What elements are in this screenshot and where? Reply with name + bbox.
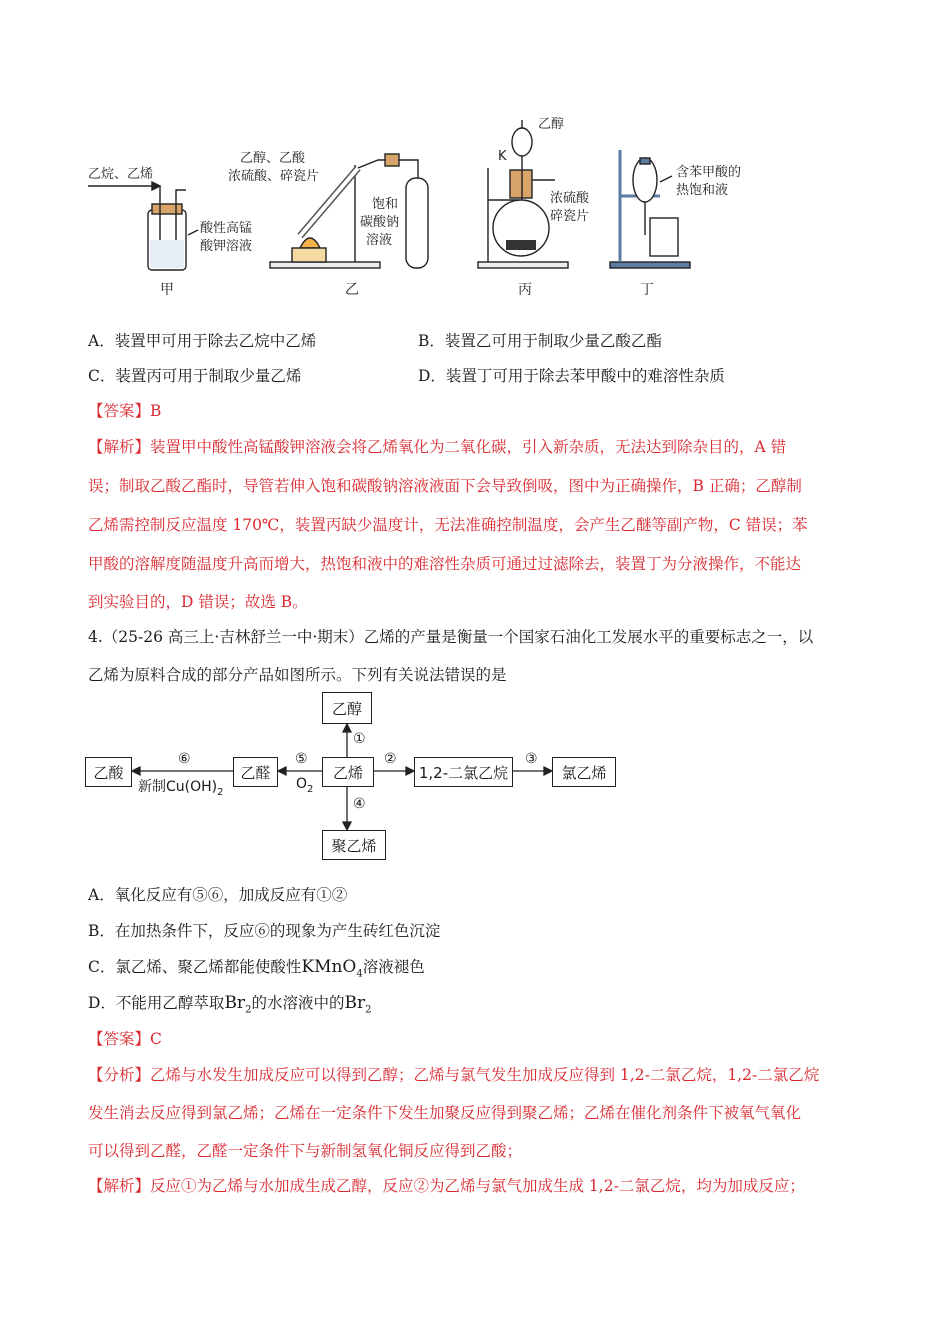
q3-option-a: A．装置甲可用于除去乙烷中乙烯 — [88, 332, 317, 350]
node-polyethylene: 聚乙烯 — [322, 830, 386, 860]
q4-stem-line: 4.（25-26 高三上·吉林舒兰一中·期末）乙烯的产量是衡量一个国家石油化工发展水平的重要标志之一，以 — [88, 628, 814, 646]
o2-text: O — [296, 776, 308, 792]
label-bing-top: 乙醇 — [538, 117, 565, 132]
node-ethanol: 乙醇 — [322, 692, 372, 724]
q4-option-b: B．在加热条件下，反应⑥的现象为产生砖红色沉淀 — [88, 922, 441, 940]
q3-analysis-line: 误；制取乙酸乙酯时，导管若伸入饱和碳酸钠溶液液面下会导致倒吸，图中为正确操作，B 正确；乙醇制 — [88, 477, 802, 495]
q4-option-d-mid: 的水溶液中的 — [251, 994, 345, 1012]
label-bing-reagent-1: 浓硫酸 — [550, 191, 590, 206]
q4-option-a: A．氧化反应有⑤⑥，加成反应有①② — [88, 886, 348, 904]
q3-analysis-line: 到实验目的，D 错误；故选 B。 — [88, 593, 308, 611]
q3-analysis-line: 【解析】装置甲中酸性高锰酸钾溶液会将乙烯氧化为二氧化碳，引入新杂质，无法达到除杂目的，A 错 — [88, 438, 787, 456]
label-bing-k: K — [498, 149, 507, 164]
caption-ding: 丁 — [640, 282, 654, 298]
reaction-label-4: ④ — [353, 796, 366, 812]
label-yi-tube-1: 饱和 — [372, 197, 399, 212]
q4-fenxi-line: 【分析】乙烯与水发生加成反应可以得到乙醇；乙烯与氯气发生加成反应得到 1,2-二氯乙烷，1,2-二氯乙烷 — [88, 1066, 820, 1084]
label-gas-in: 乙烷、乙烯 — [88, 167, 154, 182]
q3-answer: 【答案】B — [88, 402, 162, 420]
o2-subscript: 2 — [307, 783, 314, 795]
cuoh2-subscript: 2 — [217, 786, 224, 798]
node-ethylene: 乙烯 — [322, 757, 374, 787]
q4-stem-line: 乙烯为原料合成的部分产品如图所示。下列有关说法错误的是 — [88, 666, 507, 684]
caption-bing: 丙 — [518, 282, 532, 298]
label-jia-reagent-1: 酸性高锰 — [200, 221, 253, 236]
q4-fenxi-line: 发生消去反应得到氯乙烯；乙烯在一定条件下发生加聚反应得到聚乙烯；乙烯在催化剂条件下被氧气氧化 — [88, 1104, 802, 1122]
q4-jiexi-line: 【解析】反应①为乙烯与水加成生成乙醇，反应②为乙烯与氯气加成生成 1,2-二氯乙烷，均为加成反应； — [88, 1177, 805, 1195]
q4-option-d — [88, 993, 371, 1020]
q3-analysis-line: 乙烯需控制反应温度 170℃，装置丙缺少温度计，无法准确控制温度，会产生乙醚等副产物，C 错误；苯 — [88, 516, 808, 534]
reaction-label-3: ③ — [525, 751, 538, 767]
reaction-label-2: ② — [384, 751, 397, 767]
q4-option-c-post: 溶液褪色 — [362, 958, 425, 976]
node-vinyl-chloride: 氯乙烯 — [552, 757, 616, 787]
label-bing-reagent-2: 碎瓷片 — [550, 209, 590, 224]
reagent-o2 — [296, 776, 313, 795]
q4-option-c-pre: C．氯乙烯、聚乙烯都能使酸性 — [88, 958, 302, 976]
reagent-cuoh2 — [138, 776, 224, 798]
reaction-label-5: ⑤ — [295, 751, 308, 767]
q4-option-c — [88, 957, 425, 984]
cuoh2-text: 新制Cu(OH) — [138, 779, 218, 795]
label-yi-tube-2: 碳酸钠 — [360, 215, 400, 230]
caption-yi: 乙 — [345, 282, 359, 298]
node-acetic-acid: 乙酸 — [85, 757, 132, 787]
node-acetaldehyde: 乙醛 — [233, 757, 278, 787]
label-yi-reagent-1: 乙醇、乙酸 — [240, 151, 306, 166]
q3-option-d: D．装置丁可用于除去苯甲酸中的难溶性杂质 — [418, 367, 725, 385]
label-jia-reagent-2: 酸钾溶液 — [200, 239, 253, 254]
label-ding-reagent-1: 含苯甲酸的 — [676, 165, 742, 180]
q3-option-c: C．装置丙可用于制取少量乙烯 — [88, 367, 302, 385]
q4-option-d-pre: D．不能用乙醇萃取 — [88, 994, 225, 1012]
q3-option-b: B．装置乙可用于制取少量乙酸乙酯 — [418, 332, 662, 350]
kmno4-formula: KMnO$_4$ — [301, 957, 363, 980]
q4-fenxi-line: 可以得到乙醛，乙醛一定条件下与新制氢氧化铜反应得到乙酸； — [88, 1142, 523, 1160]
br2-formula: $Br_2$ — [344, 993, 372, 1016]
br2-formula: $Br_2$ — [224, 993, 252, 1016]
q4-answer: 【答案】C — [88, 1030, 162, 1048]
reaction-label-1: ① — [353, 731, 366, 747]
label-yi-reagent-2: 浓硫酸、碎瓷片 — [228, 169, 320, 184]
reaction-label-6: ⑥ — [178, 751, 191, 767]
node-dichloroethane: 1,2-二氯乙烷 — [414, 757, 513, 787]
label-ding-reagent-2: 热饱和液 — [676, 183, 729, 198]
caption-jia: 甲 — [160, 282, 174, 298]
q3-analysis-line: 甲酸的溶解度随温度升高而增大，热饱和液中的难溶性杂质可通过过滤除去，装置丁为分液操作，不能达 — [88, 555, 802, 573]
label-yi-tube-3: 溶液 — [366, 233, 393, 248]
